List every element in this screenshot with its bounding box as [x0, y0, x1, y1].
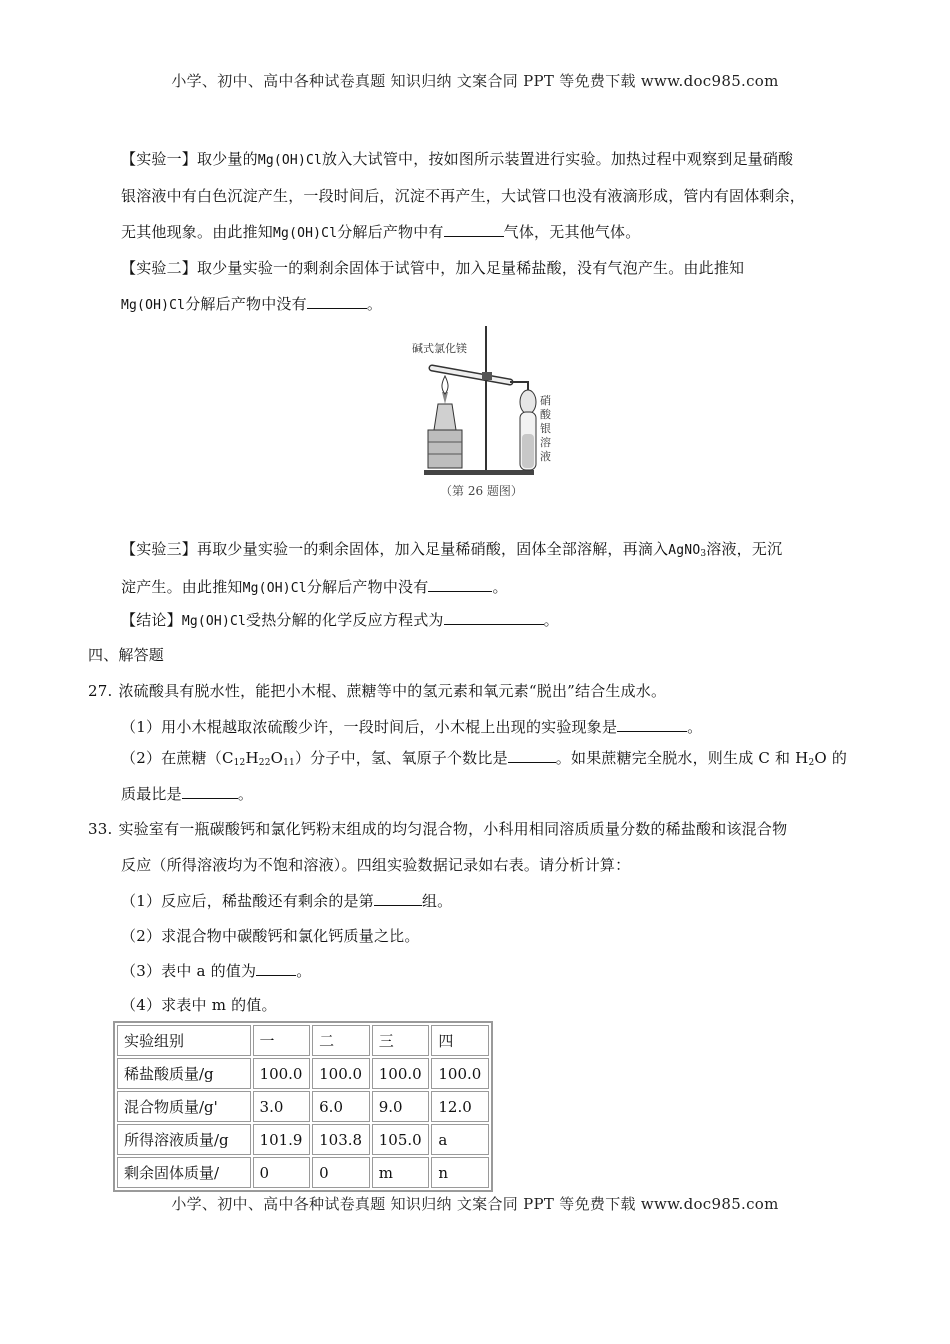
- table-cell: 9.0: [372, 1091, 430, 1122]
- table-cell: 105.0: [372, 1124, 430, 1155]
- q33-part4: （4）求表中 m 的值。: [121, 996, 277, 1014]
- table-cell: 100.0: [431, 1058, 489, 1089]
- table-cell: 剩余固体质量/: [117, 1157, 251, 1188]
- answer-blank[interactable]: [182, 785, 238, 799]
- q33-stem-2: 反应（所得溶液均为不饱和溶液）。四组实验数据记录如右表。请分析计算：: [121, 856, 631, 874]
- exp3-line2: 淀产生。由此推知Mg(OH)Cl分解后产物中没有 。: [121, 578, 508, 596]
- q27-part2: （2）在蔗糖$(C_{12}H_{22}O_{11})$分子中，氢、氧原子个数比是 。如果蔗糖完全脱水，则生成 C 和 $H_2O$ 的: [121, 749, 848, 768]
- answer-blank[interactable]: [617, 718, 687, 732]
- table-cell: 100.0: [253, 1058, 311, 1089]
- exp3-tag: 【实验三】: [121, 540, 198, 558]
- table-cell: 0: [253, 1157, 311, 1188]
- page-footer: 小学、初中、高中各种试卷真题 知识归纳 文案合同 PPT 等免费下载 www.doc985.com: [171, 1195, 779, 1213]
- answer-blank[interactable]: [307, 295, 367, 309]
- exp1-tag: 【实验一】: [121, 150, 198, 168]
- exp2-line1: 【实验二】取少量实验一的剩刹余固体于试管中，加入足量稀盐酸，没有气泡产生。由此推知: [121, 259, 745, 277]
- answer-blank[interactable]: [256, 962, 296, 976]
- q33-stem-1: 33. 实验室有一瓶碳酸钙和氯化钙粉末组成的均匀混合物，小科用相同溶质质量分数的稀盐酸和该混合物: [88, 820, 788, 838]
- q27-number: 27.: [88, 682, 113, 700]
- exp3-line1: 【实验三】再取少量实验一的剩余固体，加入足量稀硝酸，固体全部溶解，再滴入AgNO$_3$溶液，无沉: [121, 540, 783, 559]
- table-row: [117, 1058, 489, 1089]
- table-cell: 103.8: [312, 1124, 370, 1155]
- table-cell: m: [372, 1157, 430, 1188]
- table-cell: 实验组别: [117, 1025, 251, 1056]
- figure-label-side: 硝 酸 银 溶 液: [540, 394, 551, 463]
- table-row: [117, 1025, 489, 1056]
- answer-blank[interactable]: [428, 578, 492, 592]
- q27-part2-cont: 质最比是 。: [121, 785, 254, 803]
- page-header: 小学、初中、高中各种试卷真题 知识归纳 文案合同 PPT 等免费下载 www.doc985.com: [171, 72, 779, 90]
- table-cell: 三: [372, 1025, 430, 1056]
- exp1-line2: 银溶液中有白色沉淀产生，一段时间后，沉淀不再产生，大试管口也没有液滴形成，管内有固体剩余，: [121, 187, 806, 205]
- table-cell: 所得溶液质量/g: [117, 1124, 251, 1155]
- q27-part1: （1）用小木棍越取浓硫酸少许，一段时间后，小木棍上出现的实验现象是 。: [121, 718, 703, 736]
- data-table: [113, 1021, 493, 1192]
- q33-part3: （3）表中 a 的值为 。: [121, 962, 312, 980]
- conclusion-line: 【结论】Mg(OH)Cl受热分解的化学反应方程式为 。: [121, 611, 559, 629]
- formula: Mg(OH)Cl: [257, 153, 323, 168]
- table-cell: 3.0: [253, 1091, 311, 1122]
- apparatus-figure: [404, 322, 554, 502]
- exp2-tag: 【实验二】: [121, 259, 198, 277]
- q33-number: 33.: [88, 820, 113, 838]
- section-title: 四、解答题: [88, 646, 165, 664]
- table-cell: a: [431, 1124, 489, 1155]
- exp1-line1: 【实验一】取少量的Mg(OH)Cl放入大试管中，按如图所示装置进行实验。加热过程中观察到足量硝酸: [121, 150, 794, 168]
- conclusion-tag: 【结论】: [121, 611, 182, 629]
- q33-part2: （2）求混合物中碳酸钙和氯化钙质量之比。: [121, 927, 420, 945]
- table-cell: 稀盐酸质量/g: [117, 1058, 251, 1089]
- table-row: [117, 1091, 489, 1122]
- exp1-line3: 无其他现象。由此推知Mg(OH)Cl分解后产物中有 气体，无其他气体。: [121, 223, 641, 241]
- table-cell: 0: [312, 1157, 370, 1188]
- table-cell: 100.0: [372, 1058, 430, 1089]
- table-cell: 二: [312, 1025, 370, 1056]
- figure-caption: （第 26 题图）: [440, 484, 523, 498]
- table-cell: 6.0: [312, 1091, 370, 1122]
- table-cell: 101.9: [253, 1124, 311, 1155]
- table-cell: 12.0: [431, 1091, 489, 1122]
- table-row: [117, 1157, 489, 1188]
- table-cell: n: [431, 1157, 489, 1188]
- answer-blank[interactable]: [508, 749, 556, 763]
- table-cell: 混合物质量/g': [117, 1091, 251, 1122]
- answer-blank[interactable]: [444, 611, 544, 625]
- q27-stem: 27. 浓硫酸具有脱水性，能把小木棍、蔗糖等中的氢元素和氧元素“脱出”结合生成水。: [88, 682, 667, 700]
- table-cell: 一: [253, 1025, 311, 1056]
- exp2-line2: Mg(OH)Cl分解后产物中没有 。: [121, 295, 383, 313]
- answer-blank[interactable]: [374, 892, 422, 906]
- table-cell: 100.0: [312, 1058, 370, 1089]
- answer-blank[interactable]: [444, 223, 504, 237]
- table-row: [117, 1124, 489, 1155]
- figure-label-top: 碱式氯化镁: [412, 342, 467, 355]
- table-cell: 四: [431, 1025, 489, 1056]
- q33-part1: （1）反应后，稀盐酸还有剩余的是第 组。: [121, 892, 453, 910]
